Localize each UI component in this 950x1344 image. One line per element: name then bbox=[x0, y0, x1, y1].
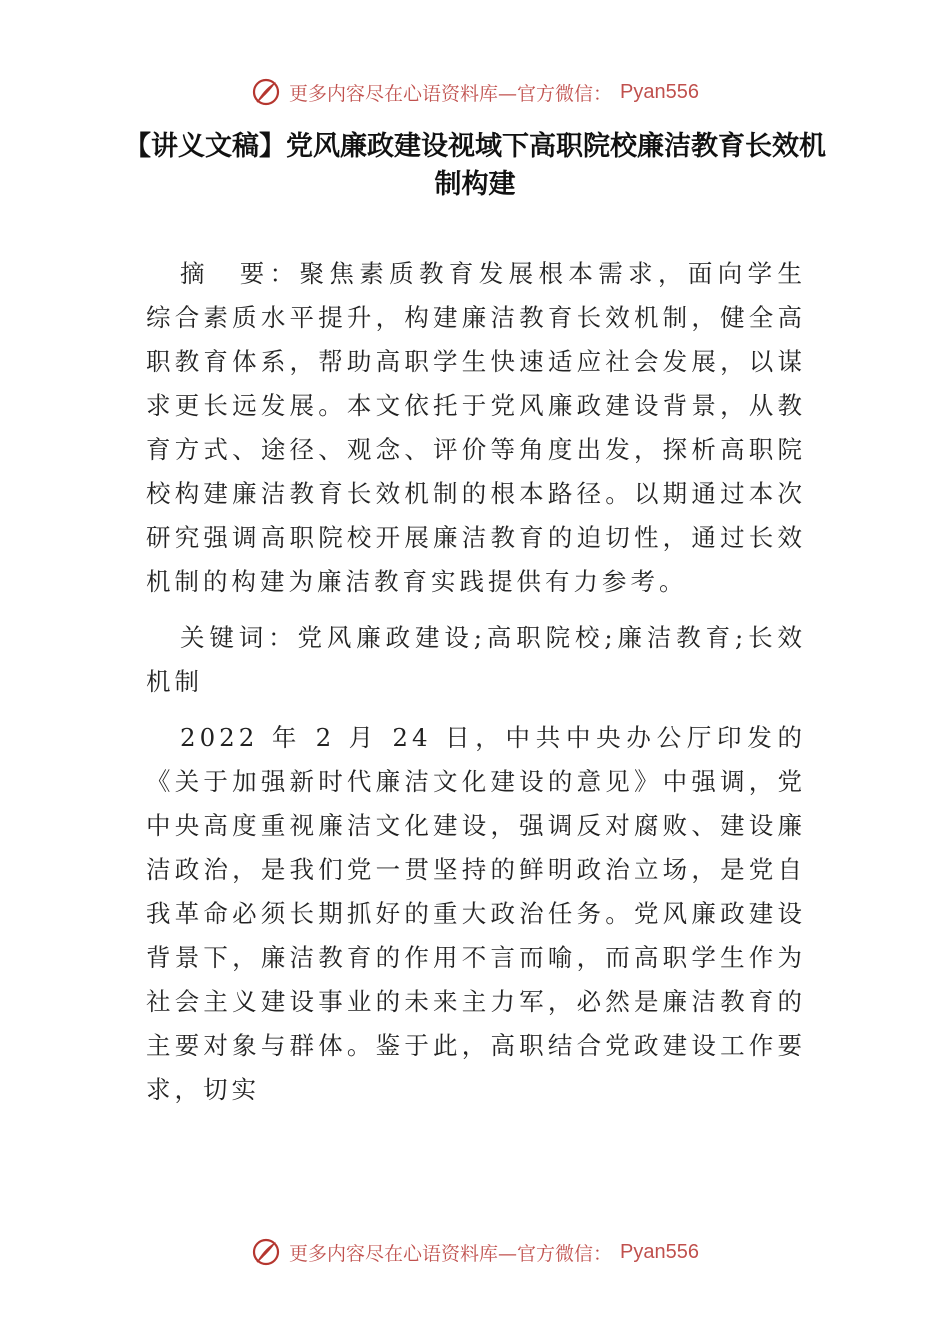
document-body bbox=[146, 252, 806, 1112]
abstract-paragraph: 摘 要：聚焦素质教育发展根本需求，面向学生综合素质水平提升，构建廉洁教育长效机制，健全高职教育体系，帮助高职学生快速适应社会发展，以谋求更长远发展。本文依托于党风廉政建设背景，从教育方式、途径、观念、评价等角度出发，探析高职院校构建廉洁教育长效机制的根本路径。以期通过本次研究强调高职院校开展廉洁教育的迫切性，通过长效机制的构建为廉洁教育实践提供有力参考。 bbox=[146, 259, 806, 596]
banner-wechat-id: Pyan556 bbox=[620, 1240, 699, 1263]
document-title: 【讲义文稿】党风廉政建设视域下高职院校廉洁教育长效机制构建 bbox=[124, 131, 826, 200]
header-banner bbox=[0, 72, 950, 112]
banner-text: 更多内容尽在心语资料库—官方微信： bbox=[289, 82, 613, 105]
quill-logo-icon bbox=[251, 1237, 281, 1267]
quill-logo-icon bbox=[251, 77, 281, 107]
footer-banner bbox=[0, 1232, 950, 1272]
banner-wechat-id: Pyan556 bbox=[620, 80, 699, 103]
body-paragraph: 2022 年 2 月 24 日，中共中央办公厅印发的《关于加强新时代廉洁文化建设的意见》中强调，党中央高度重视廉洁文化建设，强调反对腐败、建设廉洁政治，是我们党一贯坚持的鲜明政治立场，是党自我革命必须长期抓好的重大政治任务。党风廉政建设背景下，廉洁教育的作用不言而喻，而高职学生作为社会主义建设事业的未来主力军，必然是廉洁教育的主要对象与群体。鉴于此，高职结合党政建设工作要求，切实 bbox=[146, 723, 806, 1104]
banner-text: 更多内容尽在心语资料库—官方微信： bbox=[289, 1242, 613, 1265]
keywords-paragraph: 关键词：党风廉政建设;高职院校;廉洁教育;长效机制 bbox=[146, 623, 806, 696]
